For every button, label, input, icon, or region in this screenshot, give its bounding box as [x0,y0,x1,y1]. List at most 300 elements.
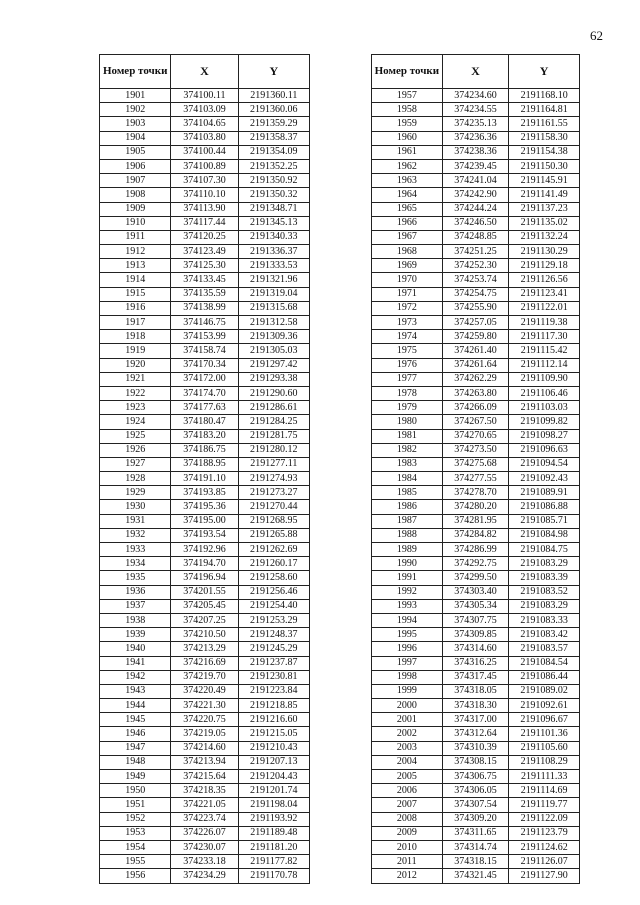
y-coordinate-cell: 2191103.03 [509,401,580,415]
x-coordinate-cell: 374191.10 [171,472,238,486]
x-coordinate-cell: 374236.36 [442,131,509,145]
table-row [372,798,580,812]
x-coordinate-cell: 374281.95 [442,514,509,528]
x-coordinate-cell: 374158.74 [171,344,238,358]
y-coordinate-cell: 2191290.60 [238,386,309,400]
y-coordinate-cell: 2191245.29 [238,642,309,656]
y-coordinate-cell: 2191265.88 [238,528,309,542]
x-coordinate-cell: 374234.60 [442,89,509,103]
y-coordinate-cell: 2191083.52 [509,585,580,599]
x-coordinate-cell: 374278.70 [442,486,509,500]
x-coordinate-cell: 374263.80 [442,386,509,400]
point-number-cell: 1923 [100,401,171,415]
x-coordinate-cell: 374123.49 [171,245,238,259]
y-coordinate-cell: 2191360.06 [238,103,309,117]
table-row [100,684,310,698]
y-coordinate-cell: 2191122.09 [509,812,580,826]
x-coordinate-cell: 374174.70 [171,386,238,400]
point-number-cell: 1947 [100,741,171,755]
table-row [100,585,310,599]
y-coordinate-cell: 2191092.61 [509,699,580,713]
x-coordinate-cell: 374267.50 [442,415,509,429]
table-row [372,429,580,443]
point-number-cell: 1976 [372,358,443,372]
y-coordinate-cell: 2191260.17 [238,557,309,571]
x-coordinate-cell: 374120.25 [171,230,238,244]
table-row [372,372,580,386]
point-number-cell: 2009 [372,826,443,840]
table-row [100,316,310,330]
point-number-cell: 1988 [372,528,443,542]
y-coordinate-cell: 2191319.04 [238,287,309,301]
point-number-cell: 1941 [100,656,171,670]
table-row [372,869,580,883]
y-coordinate-cell: 2191253.29 [238,613,309,627]
y-coordinate-cell: 2191181.20 [238,840,309,854]
table-row [100,401,310,415]
table-row [100,855,310,869]
y-coordinate-cell: 2191201.74 [238,784,309,798]
x-coordinate-cell: 374316.25 [442,656,509,670]
x-coordinate-cell: 374317.00 [442,713,509,727]
y-coordinate-cell: 2191126.56 [509,273,580,287]
point-number-cell: 1912 [100,245,171,259]
table-row [100,145,310,159]
point-number-cell: 1953 [100,826,171,840]
x-coordinate-cell: 374146.75 [171,316,238,330]
point-number-cell: 1962 [372,159,443,173]
table-row [100,358,310,372]
table-row [372,259,580,273]
point-number-cell: 1984 [372,472,443,486]
x-coordinate-cell: 374273.50 [442,443,509,457]
y-coordinate-cell: 2191086.44 [509,670,580,684]
x-coordinate-cell: 374234.55 [442,103,509,117]
y-coordinate-cell: 2191084.54 [509,656,580,670]
header-point-number: Номер точки [372,55,443,89]
x-coordinate-cell: 374220.75 [171,713,238,727]
y-coordinate-cell: 2191137.23 [509,202,580,216]
y-coordinate-cell: 2191161.55 [509,117,580,131]
table-row [372,230,580,244]
table-row [100,656,310,670]
y-coordinate-cell: 2191277.11 [238,457,309,471]
x-coordinate-cell: 374303.40 [442,585,509,599]
point-number-cell: 1908 [100,188,171,202]
point-number-cell: 1921 [100,372,171,386]
point-number-cell: 2007 [372,798,443,812]
table-row [372,188,580,202]
y-coordinate-cell: 2191256.46 [238,585,309,599]
point-number-cell: 1961 [372,145,443,159]
point-number-cell: 1946 [100,727,171,741]
table-row [372,103,580,117]
x-coordinate-cell: 374170.34 [171,358,238,372]
y-coordinate-cell: 2191237.87 [238,656,309,670]
table-row [372,557,580,571]
y-coordinate-cell: 2191089.91 [509,486,580,500]
point-number-cell: 1934 [100,557,171,571]
table-row [372,89,580,103]
x-coordinate-cell: 374210.50 [171,628,238,642]
x-coordinate-cell: 374321.45 [442,869,509,883]
point-number-cell: 1971 [372,287,443,301]
x-coordinate-cell: 374284.82 [442,528,509,542]
y-coordinate-cell: 2191119.77 [509,798,580,812]
y-coordinate-cell: 2191119.38 [509,316,580,330]
table-row [100,699,310,713]
point-number-cell: 1943 [100,684,171,698]
table-row [372,755,580,769]
table-row [372,514,580,528]
y-coordinate-cell: 2191350.92 [238,174,309,188]
y-coordinate-cell: 2191309.36 [238,330,309,344]
x-coordinate-cell: 374195.00 [171,514,238,528]
x-coordinate-cell: 374113.90 [171,202,238,216]
y-coordinate-cell: 2191101.36 [509,727,580,741]
table-row [100,330,310,344]
x-coordinate-cell: 374248.85 [442,230,509,244]
y-coordinate-cell: 2191345.13 [238,216,309,230]
x-coordinate-cell: 374110.10 [171,188,238,202]
y-coordinate-cell: 2191198.04 [238,798,309,812]
table-row [100,174,310,188]
y-coordinate-cell: 2191135.02 [509,216,580,230]
y-coordinate-cell: 2191083.33 [509,613,580,627]
table-row [372,826,580,840]
table-row [100,216,310,230]
x-coordinate-cell: 374307.75 [442,613,509,627]
y-coordinate-cell: 2191126.07 [509,855,580,869]
y-coordinate-cell: 2191094.54 [509,457,580,471]
table-row [372,401,580,415]
point-number-cell: 2006 [372,784,443,798]
y-coordinate-cell: 2191109.90 [509,372,580,386]
point-number-cell: 1995 [372,628,443,642]
x-coordinate-cell: 374314.74 [442,840,509,854]
point-number-cell: 1918 [100,330,171,344]
table-row [100,798,310,812]
point-number-cell: 1909 [100,202,171,216]
point-number-cell: 1958 [372,103,443,117]
point-number-cell: 1987 [372,514,443,528]
point-number-cell: 1980 [372,415,443,429]
x-coordinate-cell: 374261.40 [442,344,509,358]
point-number-cell: 1906 [100,159,171,173]
y-coordinate-cell: 2191141.49 [509,188,580,202]
x-coordinate-cell: 374183.20 [171,429,238,443]
x-coordinate-cell: 374100.44 [171,145,238,159]
y-coordinate-cell: 2191114.69 [509,784,580,798]
y-coordinate-cell: 2191223.84 [238,684,309,698]
point-number-cell: 2003 [372,741,443,755]
table-row [372,571,580,585]
y-coordinate-cell: 2191293.38 [238,372,309,386]
table-row [372,812,580,826]
x-coordinate-cell: 374153.99 [171,330,238,344]
point-number-cell: 1911 [100,230,171,244]
y-coordinate-cell: 2191189.48 [238,826,309,840]
x-coordinate-cell: 374286.99 [442,543,509,557]
table-row [100,500,310,514]
x-coordinate-cell: 374216.69 [171,656,238,670]
table-row [100,117,310,131]
table-row [100,245,310,259]
point-number-cell: 1939 [100,628,171,642]
point-number-cell: 1927 [100,457,171,471]
table-row [100,642,310,656]
table-row [100,727,310,741]
header-y: Y [509,55,580,89]
x-coordinate-cell: 374100.89 [171,159,238,173]
table-row [100,812,310,826]
table-row [372,117,580,131]
x-coordinate-cell: 374254.75 [442,287,509,301]
table-row [100,259,310,273]
x-coordinate-cell: 374221.05 [171,798,238,812]
table-row [372,344,580,358]
point-number-cell: 1951 [100,798,171,812]
table-row [372,216,580,230]
point-number-cell: 1965 [372,202,443,216]
table-row [372,684,580,698]
y-coordinate-cell: 2191254.40 [238,599,309,613]
point-number-cell: 1969 [372,259,443,273]
y-coordinate-cell: 2191145.91 [509,174,580,188]
table-row [100,415,310,429]
table-row [100,713,310,727]
table-row [372,642,580,656]
x-coordinate-cell: 374177.63 [171,401,238,415]
point-number-cell: 1979 [372,401,443,415]
point-number-cell: 1963 [372,174,443,188]
x-coordinate-cell: 374138.99 [171,301,238,315]
table-row [100,429,310,443]
x-coordinate-cell: 374233.18 [171,855,238,869]
coordinates-table-right [371,54,580,884]
point-number-cell: 1919 [100,344,171,358]
point-number-cell: 2011 [372,855,443,869]
table-row [100,287,310,301]
x-coordinate-cell: 374205.45 [171,599,238,613]
y-coordinate-cell: 2191115.42 [509,344,580,358]
table-row [100,770,310,784]
point-number-cell: 1989 [372,543,443,557]
table-row [372,415,580,429]
y-coordinate-cell: 2191207.13 [238,755,309,769]
x-coordinate-cell: 374238.36 [442,145,509,159]
y-coordinate-cell: 2191193.92 [238,812,309,826]
y-coordinate-cell: 2191096.63 [509,443,580,457]
x-coordinate-cell: 374117.44 [171,216,238,230]
table-row [372,443,580,457]
y-coordinate-cell: 2191177.82 [238,855,309,869]
point-number-cell: 1942 [100,670,171,684]
table-row [372,330,580,344]
table-row [372,245,580,259]
point-number-cell: 1967 [372,230,443,244]
y-coordinate-cell: 2191218.85 [238,699,309,713]
y-coordinate-cell: 2191083.29 [509,599,580,613]
y-coordinate-cell: 2191230.81 [238,670,309,684]
y-coordinate-cell: 2191108.29 [509,755,580,769]
y-coordinate-cell: 2191354.09 [238,145,309,159]
point-number-cell: 1937 [100,599,171,613]
point-number-cell: 1910 [100,216,171,230]
y-coordinate-cell: 2191305.03 [238,344,309,358]
y-coordinate-cell: 2191129.18 [509,259,580,273]
table-header-row [372,55,580,89]
point-number-cell: 1916 [100,301,171,315]
x-coordinate-cell: 374104.65 [171,117,238,131]
point-number-cell: 1982 [372,443,443,457]
table-row [100,486,310,500]
point-number-cell: 1948 [100,755,171,769]
x-coordinate-cell: 374235.13 [442,117,509,131]
x-coordinate-cell: 374266.09 [442,401,509,415]
point-number-cell: 1920 [100,358,171,372]
x-coordinate-cell: 374180.47 [171,415,238,429]
y-coordinate-cell: 2191358.37 [238,131,309,145]
y-coordinate-cell: 2191092.43 [509,472,580,486]
table-row [100,344,310,358]
y-coordinate-cell: 2191106.46 [509,386,580,400]
point-number-cell: 1970 [372,273,443,287]
y-coordinate-cell: 2191273.27 [238,486,309,500]
point-number-cell: 1904 [100,131,171,145]
x-coordinate-cell: 374135.59 [171,287,238,301]
y-coordinate-cell: 2191360.11 [238,89,309,103]
point-number-cell: 1917 [100,316,171,330]
table-row [372,613,580,627]
y-coordinate-cell: 2191333.53 [238,259,309,273]
point-number-cell: 1981 [372,429,443,443]
table-row [372,713,580,727]
x-coordinate-cell: 374221.30 [171,699,238,713]
point-number-cell: 1972 [372,301,443,315]
point-number-cell: 1938 [100,613,171,627]
table-row [100,457,310,471]
table-row [372,670,580,684]
table-row [100,528,310,542]
y-coordinate-cell: 2191083.57 [509,642,580,656]
table-row [100,784,310,798]
y-coordinate-cell: 2191274.93 [238,472,309,486]
y-coordinate-cell: 2191297.42 [238,358,309,372]
y-coordinate-cell: 2191270.44 [238,500,309,514]
table-row [372,840,580,854]
x-coordinate-cell: 374252.30 [442,259,509,273]
y-coordinate-cell: 2191083.42 [509,628,580,642]
point-number-cell: 1991 [372,571,443,585]
x-coordinate-cell: 374220.49 [171,684,238,698]
table-row [372,855,580,869]
y-coordinate-cell: 2191281.75 [238,429,309,443]
y-coordinate-cell: 2191117.30 [509,330,580,344]
table-row [100,869,310,883]
y-coordinate-cell: 2191111.33 [509,770,580,784]
header-x: X [442,55,509,89]
table-row [372,543,580,557]
y-coordinate-cell: 2191168.10 [509,89,580,103]
table-row [100,741,310,755]
page-number: 62 [590,28,603,43]
x-coordinate-cell: 374242.90 [442,188,509,202]
table-row [372,316,580,330]
x-coordinate-cell: 374218.35 [171,784,238,798]
table-row [100,543,310,557]
x-coordinate-cell: 374107.30 [171,174,238,188]
x-coordinate-cell: 374201.55 [171,585,238,599]
x-coordinate-cell: 374186.75 [171,443,238,457]
table-row [100,386,310,400]
point-number-cell: 1975 [372,344,443,358]
table-body-right [372,89,580,884]
table-row [100,514,310,528]
x-coordinate-cell: 374306.75 [442,770,509,784]
point-number-cell: 1992 [372,585,443,599]
point-number-cell: 1985 [372,486,443,500]
x-coordinate-cell: 374103.09 [171,103,238,117]
x-coordinate-cell: 374292.75 [442,557,509,571]
y-coordinate-cell: 2191215.05 [238,727,309,741]
x-coordinate-cell: 374241.04 [442,174,509,188]
x-coordinate-cell: 374257.05 [442,316,509,330]
table-row [372,174,580,188]
table-row [100,628,310,642]
y-coordinate-cell: 2191099.82 [509,415,580,429]
header-y: Y [238,55,309,89]
table-header-row [100,55,310,89]
x-coordinate-cell: 374194.70 [171,557,238,571]
table-row [100,755,310,769]
table-row [100,557,310,571]
x-coordinate-cell: 374255.90 [442,301,509,315]
table-row [100,131,310,145]
table-row [372,656,580,670]
x-coordinate-cell: 374219.70 [171,670,238,684]
y-coordinate-cell: 2191170.78 [238,869,309,883]
table-row [372,585,580,599]
y-coordinate-cell: 2191084.75 [509,543,580,557]
x-coordinate-cell: 374261.64 [442,358,509,372]
y-coordinate-cell: 2191204.43 [238,770,309,784]
table-row [100,301,310,315]
x-coordinate-cell: 374234.29 [171,869,238,883]
x-coordinate-cell: 374215.64 [171,770,238,784]
header-point-number: Номер точки [100,55,171,89]
table-row [372,287,580,301]
x-coordinate-cell: 374318.30 [442,699,509,713]
coordinates-table-left [99,54,310,884]
point-number-cell: 1960 [372,131,443,145]
table-row [100,103,310,117]
x-coordinate-cell: 374318.05 [442,684,509,698]
point-number-cell: 1999 [372,684,443,698]
table-row [100,613,310,627]
point-number-cell: 1968 [372,245,443,259]
y-coordinate-cell: 2191258.60 [238,571,309,585]
x-coordinate-cell: 374100.11 [171,89,238,103]
x-coordinate-cell: 374133.45 [171,273,238,287]
point-number-cell: 2008 [372,812,443,826]
point-number-cell: 1915 [100,287,171,301]
table-row [372,599,580,613]
point-number-cell: 1998 [372,670,443,684]
x-coordinate-cell: 374275.68 [442,457,509,471]
point-number-cell: 1974 [372,330,443,344]
table-row [372,131,580,145]
